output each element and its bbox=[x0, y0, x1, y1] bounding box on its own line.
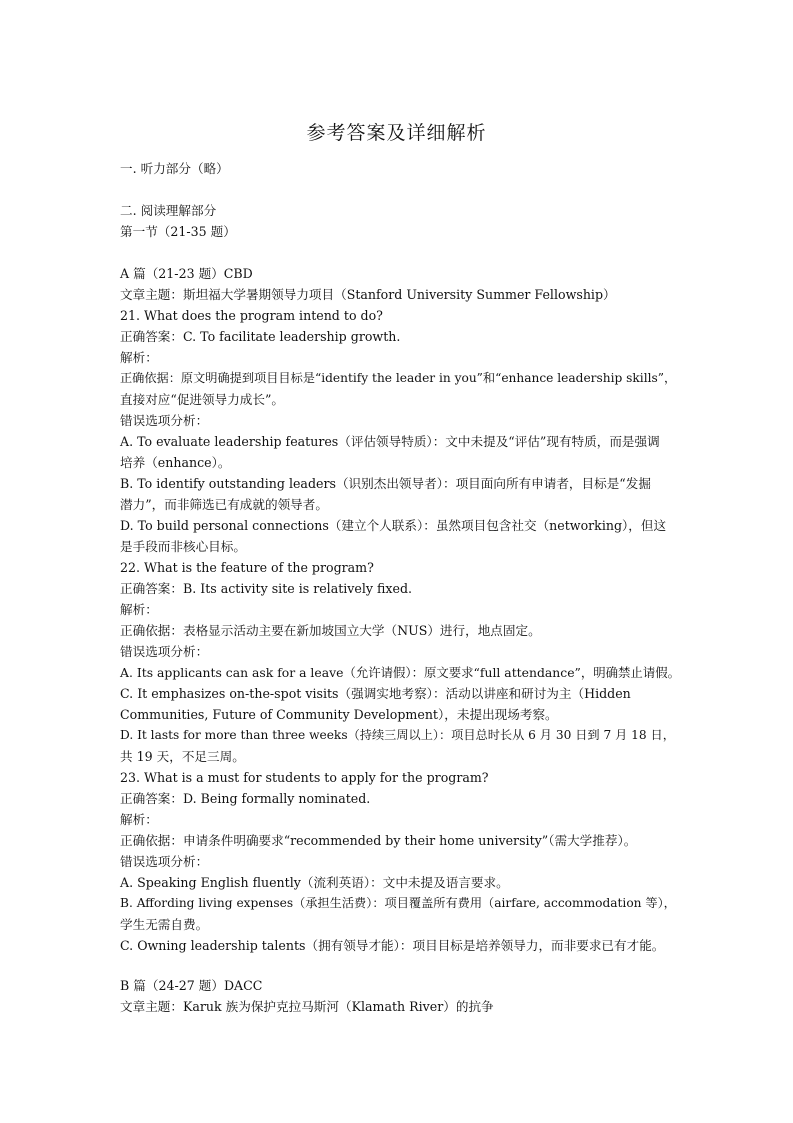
q21-basis-line1: 正确依据：原文明确提到项目目标是“identify the leader in you”和“enhance leadership skills”， bbox=[120, 371, 677, 385]
q23-option-c-line1: C. Owning leadership talents（拥有领导才能）：项目目标是培养领导力，而非要求已有才能。 bbox=[120, 938, 665, 953]
q21-wrong-label: 错误选项分析： bbox=[120, 413, 209, 428]
q22-option-c-line2: Communities, Future of Community Development），未提出现场考察。 bbox=[120, 707, 558, 722]
q22-option-c-line1: C. It emphasizes on-the-spot visits（强调实地考察）：活动以讲座和研讨为主（Hidden bbox=[120, 686, 631, 701]
part-b-theme: 文章主题：Karuk 族为保护克拉马斯河（Klamath River）的抗争 bbox=[120, 999, 494, 1014]
q22-question: 22. What is the feature of the program? bbox=[120, 560, 374, 575]
listening-section: 一. 听力部分（略） bbox=[120, 161, 229, 176]
q21-question: 21. What does the program intend to do? bbox=[120, 308, 383, 323]
q23-question: 23. What is a must for students to apply for the program? bbox=[120, 770, 489, 785]
q23-analysis-label: 解析： bbox=[120, 812, 158, 827]
q21-option-b-line1: B. To identify outstanding leaders（识别杰出领导者）：项目面向所有申请者，目标是“发掘 bbox=[120, 476, 651, 491]
q21-answer: 正确答案：C. To facilitate leadership growth. bbox=[120, 329, 401, 344]
q23-wrong-label: 错误选项分析： bbox=[120, 854, 209, 869]
part-a-theme: 文章主题：斯坦福大学暑期领导力项目（Stanford University Summer Fellowship） bbox=[120, 287, 616, 302]
q23-option-b-line1: B. Affording living expenses（承担生活费）：项目覆盖所有费用（airfare, accommodation 等）， bbox=[120, 896, 676, 910]
part-b-heading: B 篇（24-27 题）DACC bbox=[120, 978, 263, 993]
q23-option-a-line1: A. Speaking English fluently（流利英语）：文中未提及语言要求。 bbox=[120, 875, 509, 890]
q23-basis-line1: 正确依据：申请条件明确要求“recommended by their home university”（需大学推荐）。 bbox=[120, 833, 637, 848]
reading-section: 二. 阅读理解部分 bbox=[120, 203, 217, 218]
q22-option-d-line1: D. It lasts for more than three weeks（持续三周以上）：项目总时长从 6 月 30 日到 7 月 18 日， bbox=[120, 728, 675, 742]
q23-option-b-line2: 学生无需自费。 bbox=[120, 917, 209, 932]
q21-basis-line2: 直接对应“促进领导力成长”。 bbox=[120, 392, 285, 407]
q22-option-a-line1: A. Its applicants can ask for a leave（允许请假）：原文要求“full attendance”，明确禁止请假。 bbox=[120, 665, 680, 680]
q21-option-d-line1: D. To build personal connections（建立个人联系）：虽然项目包含社交（networking），但这 bbox=[120, 518, 667, 533]
q21-option-d-line2: 是手段而非核心目标。 bbox=[120, 539, 246, 554]
q22-option-d-line2: 共 19 天，不足三周。 bbox=[120, 749, 245, 764]
q21-option-a-line2: 培养（enhance）。 bbox=[120, 455, 231, 470]
q22-basis-line1: 正确依据：表格显示活动主要在新加坡国立大学（NUS）进行，地点固定。 bbox=[120, 623, 541, 638]
page-title: 参考答案及详细解析 bbox=[306, 122, 487, 144]
q23-answer: 正确答案：D. Being formally nominated. bbox=[120, 791, 371, 806]
part-a-heading: A 篇（21-23 题）CBD bbox=[120, 266, 253, 281]
q22-wrong-label: 错误选项分析： bbox=[120, 644, 209, 659]
q21-option-a-line1: A. To evaluate leadership features（评估领导特质）：文中未提及“评估”现有特质，而是强调 bbox=[120, 434, 660, 449]
q21-analysis-label: 解析： bbox=[120, 350, 158, 365]
q21-option-b-line2: 潜力”，而非筛选已有成就的领导者。 bbox=[120, 497, 328, 512]
section-one-heading: 第一节（21-35 题） bbox=[120, 224, 236, 239]
q22-analysis-label: 解析： bbox=[120, 602, 158, 617]
q22-answer: 正确答案：B. Its activity site is relatively fixed. bbox=[120, 581, 413, 596]
